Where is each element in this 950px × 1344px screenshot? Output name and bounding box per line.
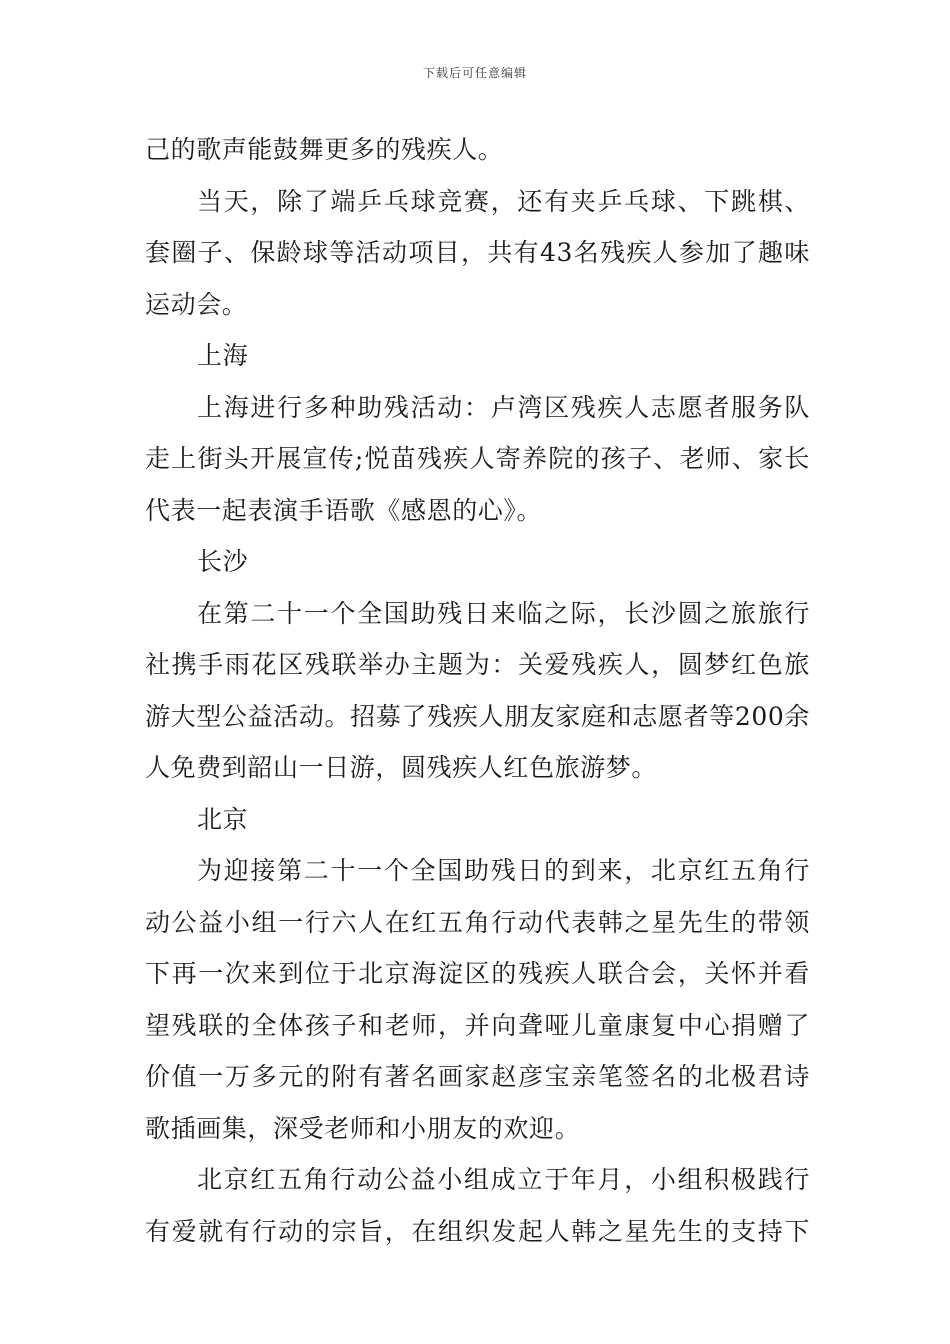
text-line: 当天，除了端乒乓球竞赛，还有夹乒乓球、下跳棋、 — [197, 186, 810, 216]
text-line: 北京红五角行动公益小组成立于年月，小组积极践行 — [197, 1165, 810, 1194]
text-line: 走上街头开展宣传;悦苗残疾人寄养院的孩子、老师、家长 — [145, 444, 810, 473]
text-line: 套圈子、保龄球等活动项目，共有43名残疾人参加了趣味 — [145, 238, 810, 267]
page-header: 下载后可任意编辑 — [422, 66, 527, 80]
document-body — [145, 124, 810, 1257]
text-line: 长沙 — [197, 547, 249, 576]
text-line: 游大型公益活动。招募了残疾人朋友家庭和志愿者等200余 — [145, 701, 810, 731]
text-line: 己的歌声能鼓舞更多的残疾人。 — [145, 135, 504, 164]
text-line: 上海进行多种助残活动：卢湾区残疾人志愿者服务队 — [197, 392, 810, 422]
text-line: 价值一万多元的附有著名画家赵彦宝亲笔签名的北极君诗 — [145, 1062, 810, 1091]
text-line: 在第二十一个全国助残日来临之际，长沙圆之旅旅行 — [197, 598, 810, 628]
text-line: 下再一次来到位于北京海淀区的残疾人联合会，关怀并看 — [145, 959, 810, 988]
text-line: 上海 — [197, 341, 249, 370]
text-line: 望残联的全体孩子和老师，并向聋哑儿童康复中心捐赠了 — [145, 1010, 810, 1040]
text-line: 动公益小组一行六人在红五角行动代表韩之星先生的带领 — [145, 907, 810, 937]
text-line: 运动会。 — [145, 289, 248, 319]
text-line: 有爱就有行动的宗旨，在组织发起人韩之星先生的支持下 — [145, 1216, 810, 1246]
text-line: 代表一起表演手语歌《感恩的心》。 — [145, 495, 543, 525]
text-line: 北京 — [197, 804, 249, 834]
text-line: 为迎接第二十一个全国助残日的到来，北京红五角行 — [197, 856, 810, 885]
text-line: 歌插画集，深受老师和小朋友的欢迎。 — [145, 1113, 581, 1143]
text-line: 人免费到韶山一日游，圆残疾人红色旅游梦。 — [145, 753, 658, 782]
text-line: 社携手雨花区残联举办主题为：关爱残疾人，圆梦红色旅 — [145, 650, 810, 679]
